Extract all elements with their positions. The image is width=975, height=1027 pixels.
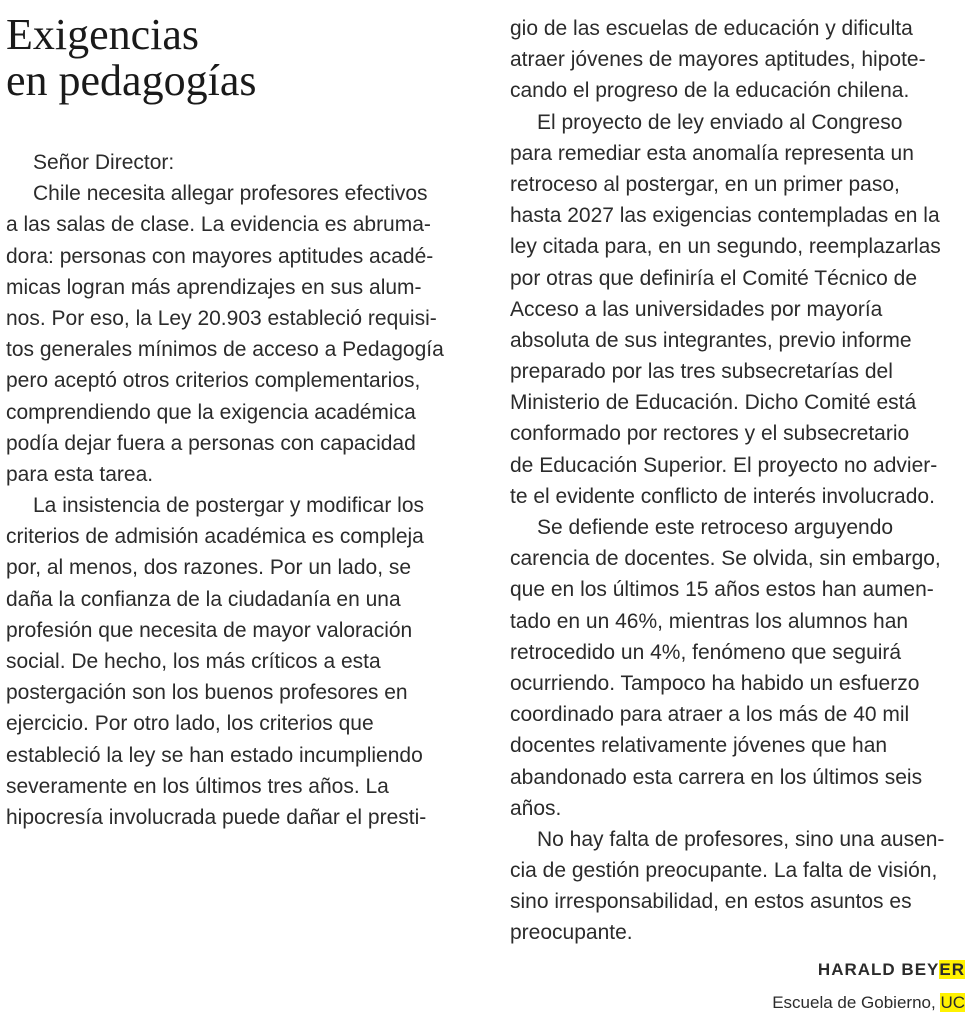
signature-name bbox=[818, 960, 965, 980]
text-line: Señor Director: bbox=[33, 151, 175, 174]
signature-affiliation-main: Escuela de Gobierno, bbox=[772, 993, 936, 1012]
left-column bbox=[6, 147, 456, 833]
text-line: pero aceptó otros criterios complementarios, bbox=[6, 369, 421, 393]
text-line: criterios de admisión académica es compleja bbox=[6, 525, 424, 549]
text-line: años. bbox=[510, 796, 562, 820]
text-line: El proyecto de ley enviado al Congreso bbox=[537, 110, 903, 134]
text-line: retroceso al postergar, en un primer paso, bbox=[510, 172, 900, 196]
text-line: Ministerio de Educación. Dicho Comité está bbox=[510, 391, 917, 415]
text-line: que en los últimos 15 años estos han aumen- bbox=[510, 578, 934, 602]
text-line: La insistencia de postergar y modificar los bbox=[33, 494, 425, 518]
text-line: cando el progreso de la educación chilena. bbox=[510, 79, 910, 103]
signature-name-highlight: ER bbox=[939, 960, 965, 979]
text-line: social. De hecho, los más críticos a esta bbox=[6, 650, 381, 673]
title-line-2: en pedagogías bbox=[6, 56, 257, 105]
text-line: hasta 2027 las exigencias contempladas en la bbox=[510, 204, 940, 228]
text-line: No hay falta de profesores, sino una ausen- bbox=[537, 827, 945, 851]
text-line: severamente en los últimos tres años. La bbox=[6, 774, 389, 798]
text-line: docentes relativamente jóvenes que han bbox=[510, 734, 888, 758]
text-line: a las salas de clase. La evidencia es abruma- bbox=[6, 213, 431, 237]
text-line: de Educación Superior. El proyecto no advier- bbox=[510, 453, 938, 477]
text-line: comprendiendo que la exigencia académica bbox=[6, 400, 416, 424]
text-line: carencia de docentes. Se olvida, sin embargo, bbox=[510, 547, 941, 571]
text-line: conformado por rectores y el subsecretario bbox=[510, 422, 910, 446]
text-line: nos. Por eso, la Ley 20.903 estableció requisi- bbox=[6, 306, 437, 330]
text-line: profesión que necesita de mayor valoración bbox=[6, 618, 413, 642]
signature-name-main: HARALD BEY bbox=[817, 960, 940, 979]
text-line: dora: personas con mayores aptitudes acadé- bbox=[6, 244, 434, 268]
text-line: coordinado para atraer a los más de 40 mil bbox=[510, 703, 910, 727]
text-line: podía dejar fuera a personas con capacidad bbox=[6, 431, 416, 455]
text-line: Chile necesita allegar profesores efectivos bbox=[33, 182, 428, 206]
text-line: preocupante. bbox=[510, 921, 633, 945]
text-line: por, al menos, dos razones. Por un lado, se bbox=[6, 556, 412, 580]
right-column bbox=[510, 13, 962, 949]
text-line: postergación son los buenos profesores en bbox=[6, 681, 408, 705]
text-line: tos generales mínimos de acceso a Pedagogía bbox=[6, 338, 444, 362]
article-title bbox=[6, 12, 486, 104]
text-line: hipocresía involucrada puede dañar el presti- bbox=[6, 805, 427, 829]
text-line: absoluta de sus integrantes, previo informe bbox=[510, 328, 912, 352]
text-line: estableció la ley se han estado incumpliendo bbox=[6, 743, 423, 767]
text-line: ocurriendo. Tampoco ha habido un esfuerzo bbox=[510, 671, 920, 695]
text-line: sino irresponsabilidad, en estos asuntos es bbox=[510, 890, 912, 914]
text-line: tado en un 46%, mientras los alumnos han bbox=[510, 609, 909, 633]
text-line: gio de las escuelas de educación y dificulta bbox=[510, 17, 913, 40]
text-line: abandonado esta carrera en los últimos seis bbox=[510, 765, 923, 789]
text-line: preparado por las tres subsecretarías del bbox=[510, 360, 893, 384]
signature-affiliation bbox=[772, 993, 965, 1013]
text-line: ley citada para, en un segundo, reemplazarlas bbox=[510, 235, 941, 259]
text-line: atraer jóvenes de mayores aptitudes, hipote- bbox=[510, 48, 926, 72]
text-line: retrocedido un 4%, fenómeno que seguirá bbox=[510, 640, 902, 664]
text-line: ejercicio. Por otro lado, los criterios que bbox=[6, 712, 374, 736]
text-line: Se defiende este retroceso arguyendo bbox=[537, 516, 894, 539]
text-line: para remediar esta anomalía representa un bbox=[510, 141, 914, 165]
title-line-1: Exigencias bbox=[6, 10, 200, 59]
text-line: por otras que definiría el Comité Técnico de bbox=[510, 266, 917, 290]
text-line: para esta tarea. bbox=[6, 462, 154, 486]
text-line: cia de gestión preocupante. La falta de visión, bbox=[510, 859, 938, 883]
text-line: daña la confianza de la ciudadanía en una bbox=[6, 587, 401, 611]
text-line: te el evidente conflicto de interés involucrado. bbox=[510, 484, 935, 508]
signature-affiliation-highlight: UC bbox=[940, 993, 965, 1012]
text-line: Acceso a las universidades por mayoría bbox=[510, 297, 883, 321]
text-line: micas logran más aprendizajes en sus alum- bbox=[6, 275, 422, 299]
